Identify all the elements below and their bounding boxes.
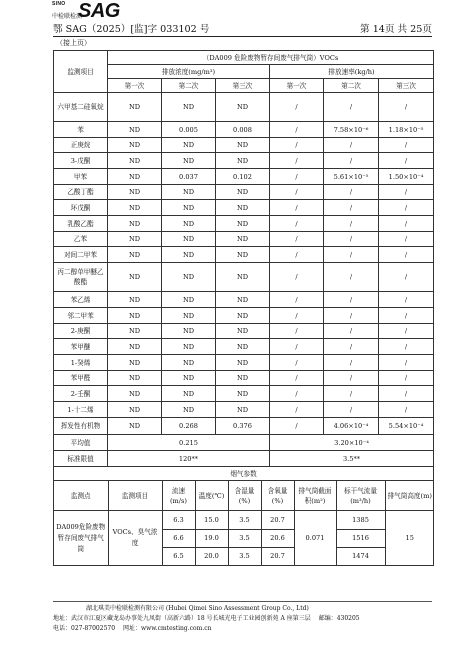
value-cell: ND — [108, 169, 162, 185]
value-cell: / — [379, 247, 434, 263]
value-cell: / — [270, 153, 324, 169]
value-cell: ND — [216, 339, 270, 355]
value-cell: ND — [162, 339, 216, 355]
compound-name: 2-壬酮 — [54, 386, 108, 402]
value-cell: ND — [108, 247, 162, 263]
table-row — [54, 324, 434, 339]
value-cell: ND — [108, 232, 162, 247]
moisture-cell: 3.5 — [228, 511, 261, 529]
value-cell: / — [270, 185, 324, 200]
sub-header: 第二次 — [324, 79, 379, 93]
value-cell: / — [379, 216, 434, 232]
value-cell: 1.18×10⁻⁵ — [379, 122, 434, 138]
value-cell: / — [379, 324, 434, 339]
value-cell: / — [270, 418, 324, 435]
value-cell: / — [324, 371, 379, 386]
compound-name: 正庚烷 — [54, 138, 108, 153]
value-cell: ND — [108, 308, 162, 324]
value-cell: / — [324, 355, 379, 371]
table-row — [54, 216, 434, 232]
monitoring-table — [53, 50, 434, 566]
footer-website[interactable]: 网址：www.cmtesting.com.cn — [123, 625, 212, 632]
value-cell: / — [379, 308, 434, 324]
value-cell: / — [379, 153, 434, 169]
flue-header: 排气筒截面积(m²) — [294, 481, 336, 510]
table-row — [54, 232, 434, 247]
temp-cell: 19.0 — [195, 529, 228, 547]
flow-cell: 1516 — [336, 529, 385, 547]
value-cell: ND — [108, 324, 162, 339]
flue-header: 含氧量(%) — [261, 481, 294, 510]
value-cell: ND — [216, 216, 270, 232]
value-cell: ND — [108, 386, 162, 402]
value-cell: ND — [162, 185, 216, 200]
value-cell: / — [270, 402, 324, 418]
value-cell: ND — [216, 232, 270, 247]
value-cell: 0.268 — [162, 418, 216, 435]
area-cell: 0.071 — [294, 511, 336, 565]
compound-name: 苯 — [54, 122, 108, 138]
company-logo — [52, 2, 138, 24]
value-cell: / — [324, 339, 379, 355]
footer-postcode: 邮编：430205 — [318, 615, 360, 622]
value-cell: 5.54×10⁻⁴ — [379, 418, 434, 435]
value-cell: ND — [108, 216, 162, 232]
value-cell: ND — [216, 153, 270, 169]
moisture-cell: 3.5 — [228, 529, 261, 547]
table-row — [54, 418, 434, 435]
value-cell: 7.58×10⁻⁶ — [324, 122, 379, 138]
value-cell: / — [324, 138, 379, 153]
sub-header: 第三次 — [379, 79, 434, 93]
value-cell: / — [270, 216, 324, 232]
footer-address: 地址：武汉市江夏区藏龙岛办事处九凤街（高新六路）18 号长城光电子工业园创新苑 A 座第三层 — [53, 615, 311, 622]
compound-name: 乳酸乙酯 — [54, 216, 108, 232]
velocity-cell: 6.5 — [162, 547, 195, 565]
flue-point: DA009危险废物暂存间废气排气筒 — [54, 511, 108, 565]
conc-header: 排放浓度(mg/m³) — [108, 65, 270, 79]
voc-section-title: （DA009 危险废物暂存间废气排气筒）VOCs — [108, 51, 434, 65]
compound-name: 1-十二烯 — [54, 402, 108, 418]
value-cell: ND — [216, 308, 270, 324]
value-cell: / — [270, 93, 324, 122]
value-cell: / — [324, 232, 379, 247]
value-cell: / — [379, 93, 434, 122]
value-cell: 0.008 — [216, 122, 270, 138]
value-cell: ND — [216, 402, 270, 418]
value-cell: ND — [162, 232, 216, 247]
limit-rate: 3.5** — [270, 451, 434, 467]
value-cell: / — [324, 324, 379, 339]
table-row — [54, 402, 434, 418]
header-divider — [53, 36, 432, 37]
value-cell: ND — [162, 308, 216, 324]
value-cell: ND — [162, 263, 216, 292]
temp-cell: 15.0 — [195, 511, 228, 529]
flue-header: 温度(℃) — [195, 481, 228, 510]
value-cell: / — [270, 339, 324, 355]
value-cell: ND — [108, 263, 162, 292]
value-cell: / — [324, 185, 379, 200]
table-row — [54, 308, 434, 324]
table-row — [54, 200, 434, 216]
value-cell: ND — [108, 200, 162, 216]
compound-name: 对间二甲苯 — [54, 247, 108, 263]
logo-mark: SAG — [78, 0, 120, 22]
value-cell: / — [324, 247, 379, 263]
table-row — [54, 153, 434, 169]
value-cell: / — [324, 216, 379, 232]
value-cell: / — [324, 153, 379, 169]
report-number: 鄂 SAG（2025）[监]字 033102 号 — [53, 24, 210, 35]
table-row — [54, 247, 434, 263]
value-cell: ND — [108, 138, 162, 153]
sub-header: 第一次 — [270, 79, 324, 93]
velocity-cell: 6.6 — [162, 529, 195, 547]
compound-name: 邻二甲苯 — [54, 308, 108, 324]
value-cell: / — [379, 263, 434, 292]
compound-name: 苯乙烯 — [54, 292, 108, 308]
table-row — [54, 386, 434, 402]
flow-cell: 1474 — [336, 547, 385, 565]
average-rate: 3.20×10⁻⁴ — [270, 435, 434, 451]
oxygen-cell: 20.7 — [261, 547, 294, 565]
value-cell: / — [270, 200, 324, 216]
flue-header: 流速(m/s) — [162, 481, 195, 510]
table-row — [54, 185, 434, 200]
value-cell: ND — [108, 153, 162, 169]
value-cell: / — [379, 292, 434, 308]
value-cell: 1.50×10⁻⁴ — [379, 169, 434, 185]
value-cell: ND — [216, 355, 270, 371]
limit-row — [54, 451, 434, 467]
value-cell: 4.06×10⁻⁴ — [324, 418, 379, 435]
table-row — [54, 122, 434, 138]
compound-name: 2-庚酮 — [54, 324, 108, 339]
value-cell: ND — [162, 200, 216, 216]
flue-item: VOCs、臭气浓度 — [108, 511, 162, 565]
value-cell: / — [379, 232, 434, 247]
compound-name: 乙苯 — [54, 232, 108, 247]
flue-header: 含湿量(%) — [228, 481, 261, 510]
value-cell: ND — [108, 93, 162, 122]
value-cell: 0.102 — [216, 169, 270, 185]
value-cell: / — [270, 138, 324, 153]
sub-header: 第二次 — [162, 79, 216, 93]
value-cell: / — [379, 138, 434, 153]
value-cell: / — [270, 232, 324, 247]
compound-name: 1-癸烯 — [54, 355, 108, 371]
value-cell: / — [270, 247, 324, 263]
sub-header: 第一次 — [108, 79, 162, 93]
oxygen-cell: 20.7 — [261, 511, 294, 529]
footer-company: 湖北琪美中检联检测有限公司 (Hubei Qimei Sino Assessment Group Co., Ltd) — [86, 605, 309, 612]
value-cell: ND — [216, 200, 270, 216]
compound-name: 苯甲醚 — [54, 339, 108, 355]
value-cell: ND — [216, 247, 270, 263]
table-row — [54, 339, 434, 355]
value-cell: ND — [108, 418, 162, 435]
value-cell: / — [379, 200, 434, 216]
value-cell: ND — [162, 402, 216, 418]
compound-name: 甲苯 — [54, 169, 108, 185]
value-cell: / — [270, 371, 324, 386]
table-row — [54, 371, 434, 386]
value-cell: ND — [108, 339, 162, 355]
value-cell: / — [270, 355, 324, 371]
value-cell: ND — [216, 93, 270, 122]
value-cell: 5.61×10⁻⁵ — [324, 169, 379, 185]
compound-name: 丙二醇单甲醚乙酸酯 — [54, 263, 108, 292]
value-cell: ND — [108, 355, 162, 371]
height-cell: 15 — [405, 534, 414, 542]
value-cell: 0.376 — [216, 418, 270, 435]
oxygen-cell: 20.6 — [261, 529, 294, 547]
flue-header: 监测点 — [54, 481, 108, 510]
value-cell: / — [324, 93, 379, 122]
item-header: 监测项目 — [54, 51, 108, 93]
value-cell: 0.037 — [162, 169, 216, 185]
compound-name: 环戊酮 — [54, 200, 108, 216]
value-cell: ND — [162, 292, 216, 308]
flue-data-table — [54, 511, 434, 565]
flue-table — [54, 481, 434, 510]
value-cell: / — [324, 386, 379, 402]
value-cell: / — [270, 292, 324, 308]
table-row — [54, 263, 434, 292]
flue-header: 标干气流量(m³/h) — [336, 481, 385, 510]
velocity-cell: 6.3 — [162, 511, 195, 529]
value-cell: ND — [162, 324, 216, 339]
value-cell: ND — [216, 324, 270, 339]
value-cell: ND — [108, 122, 162, 138]
temp-cell: 20.0 — [195, 547, 228, 565]
value-cell: ND — [162, 386, 216, 402]
compound-name: 乙酸丁酯 — [54, 185, 108, 200]
compound-name: 3-戊酮 — [54, 153, 108, 169]
value-cell: / — [270, 324, 324, 339]
value-cell: / — [324, 402, 379, 418]
value-cell: ND — [108, 292, 162, 308]
sub-header: 第三次 — [216, 79, 270, 93]
value-cell: ND — [108, 402, 162, 418]
value-cell: / — [379, 402, 434, 418]
value-cell: ND — [108, 185, 162, 200]
value-cell: ND — [216, 263, 270, 292]
footer-phone: 电话：027-87002570 — [53, 625, 116, 632]
value-cell: / — [379, 339, 434, 355]
logo-sino-text: SINO — [52, 1, 66, 7]
value-cell: ND — [162, 247, 216, 263]
value-cell: / — [270, 263, 324, 292]
value-cell: 0.005 — [162, 122, 216, 138]
value-cell: / — [324, 308, 379, 324]
table-row — [54, 138, 434, 153]
table-row — [54, 93, 434, 122]
limit-label: 标准限值 — [54, 451, 108, 467]
table-row — [54, 511, 434, 529]
value-cell: / — [270, 122, 324, 138]
continued-note: （接上页） — [56, 39, 91, 47]
footer-contact-line — [53, 624, 443, 634]
value-cell: ND — [162, 355, 216, 371]
value-cell: / — [379, 371, 434, 386]
limit-conc: 120** — [108, 451, 270, 467]
value-cell: ND — [216, 371, 270, 386]
value-cell: ND — [162, 153, 216, 169]
footer-address-line — [53, 614, 443, 624]
value-cell: ND — [216, 292, 270, 308]
compound-name: 苯甲醛 — [54, 371, 108, 386]
value-cell: ND — [162, 93, 216, 122]
average-conc: 0.215 — [108, 435, 270, 451]
value-cell: / — [324, 263, 379, 292]
average-label: 平均值 — [54, 435, 108, 451]
moisture-cell: 3.5 — [228, 547, 261, 565]
value-cell: / — [379, 386, 434, 402]
value-cell: / — [379, 185, 434, 200]
logo-chinese-text: 中检联检测 — [52, 13, 83, 20]
value-cell: ND — [162, 138, 216, 153]
value-cell: / — [324, 292, 379, 308]
value-cell: / — [270, 308, 324, 324]
flue-section-title: 烟气参数 — [54, 467, 434, 481]
value-cell: ND — [108, 371, 162, 386]
value-cell: / — [270, 386, 324, 402]
flow-cell: 1385 — [336, 511, 385, 529]
compound-name: 挥发性有机物 — [54, 418, 108, 435]
rate-header: 排放速率(kg/h) — [270, 65, 434, 79]
value-cell: / — [270, 169, 324, 185]
value-cell: ND — [162, 371, 216, 386]
page-info: 第 14页 共 25页 — [360, 24, 432, 35]
compound-name: 六甲基二硅氧烷 — [54, 93, 108, 122]
value-cell: / — [379, 355, 434, 371]
value-cell: / — [324, 200, 379, 216]
table-row — [54, 292, 434, 308]
table-row — [54, 355, 434, 371]
flue-header: 监测项目 — [108, 481, 162, 510]
table-row — [54, 169, 434, 185]
value-cell: ND — [216, 138, 270, 153]
value-cell: ND — [162, 216, 216, 232]
flue-header: 排气筒高度(m) — [387, 491, 432, 500]
average-row — [54, 435, 434, 451]
value-cell: ND — [216, 185, 270, 200]
footer-divider — [53, 601, 432, 602]
value-cell: ND — [216, 386, 270, 402]
